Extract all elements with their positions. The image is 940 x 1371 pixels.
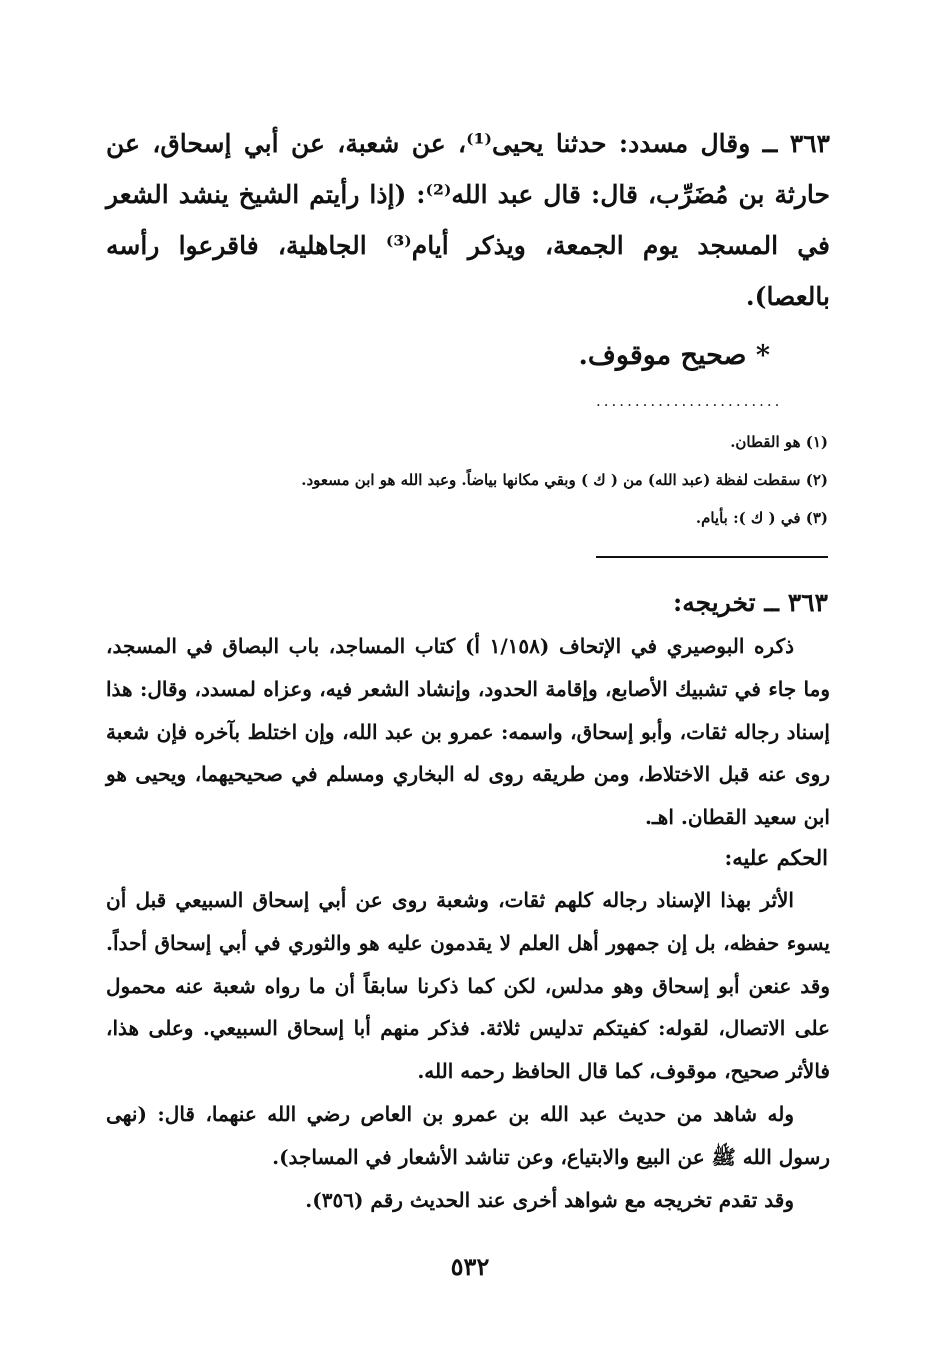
takhrij-heading: ٣٦٣ ــ تخريجه:: [673, 588, 828, 617]
hadith-verdict: * صحيح موقوف.: [578, 340, 770, 371]
footnote-2: (٢) سقطت لفظة (عبد الله) من ( ك ) وبقي مكانها بياضاً. وعبد الله هو ابن مسعود.: [301, 471, 828, 489]
hadith-text-block: [106, 118, 830, 322]
ruling-paragraph-2: وله شاهد من حديث عبد الله بن عمرو بن العاص رضي الله عنهما، قال: (نهى رسول الله ﷺ عن البيع والابتياع، وعن تناشد الأشعار في المساجد).: [106, 1101, 830, 1169]
ruling-heading: الحكم عليه:: [724, 845, 828, 870]
footnote-separator-dots: ........................: [596, 392, 783, 410]
ruling-paragraph-3: وقد تقدم تخريجه مع شواهد أخرى عند الحديث رقم (٣٥٦).: [305, 1187, 794, 1212]
takhrij-paragraph: ذكره البوصيري في الإتحاف (١/١٥٨ أ) كتاب المساجد، باب البصاق في المسجد، وما جاء في تشبيك الأصابع، وإقامة الحدود، وإنشاد الشعر فيه، وعزاه لمسدد، وقال: هذا إسناد رجاله ثقات، وأبو إسحاق، واسمه: عمرو بن عبد الله، وإن اختلط بآخره فإن شعبة روى عنه قبل الاختلاط، ومن طريقه روى له البخاري ومسلم في صحيحيهما، ويحيى هو ابن سعيد القطان. اهـ.: [106, 634, 830, 830]
ruling-paragraph-1: الأثر بهذا الإسناد رجاله كلهم ثقات، وشعبة روى عن أبي إسحاق السبيعي قبل أن يسوء حفظه، بل إن جمهور أهل العلم لا يقدمون عليه هو والثوري في أبي إسحاق أحداً. وقد عنعن أبو إسحاق وهو مدلس، لكن كما ذكرنا سابقاً أن ما رواه شعبة عنه محمول على الاتصال، لقوله: كفيتكم تدليس ثلاثة. فذكر منهم أبا إسحاق السبيعي. وعلى هذا، فالأثر صحيح، موقوف، كما قال الحافظ رحمه الله.: [106, 888, 830, 1084]
section-divider: [596, 556, 828, 558]
page-number: ٥٣٢: [450, 1252, 490, 1281]
hadith-text: ٣٦٣ ــ وقال مسدد: حدثنا يحيى⁽¹⁾، عن شعبة، عن أبي إسحاق، عن حارثة بن مُضَرِّب، قال: قال عبد الله⁽²⁾: (إذا رأيتم الشيخ ينشد الشعر في المسجد يوم الجمعة، ويذكر أيام⁽³⁾ الجاهلية، فاقرعوا رأسه بالعصا).: [106, 129, 831, 311]
ruling-block: [106, 879, 830, 1221]
footnote-3: (٣) في ( ك ): بأيام.: [695, 509, 828, 527]
footnote-1: (١) هو القطان.: [730, 433, 828, 451]
takhrij-block: [106, 625, 830, 839]
